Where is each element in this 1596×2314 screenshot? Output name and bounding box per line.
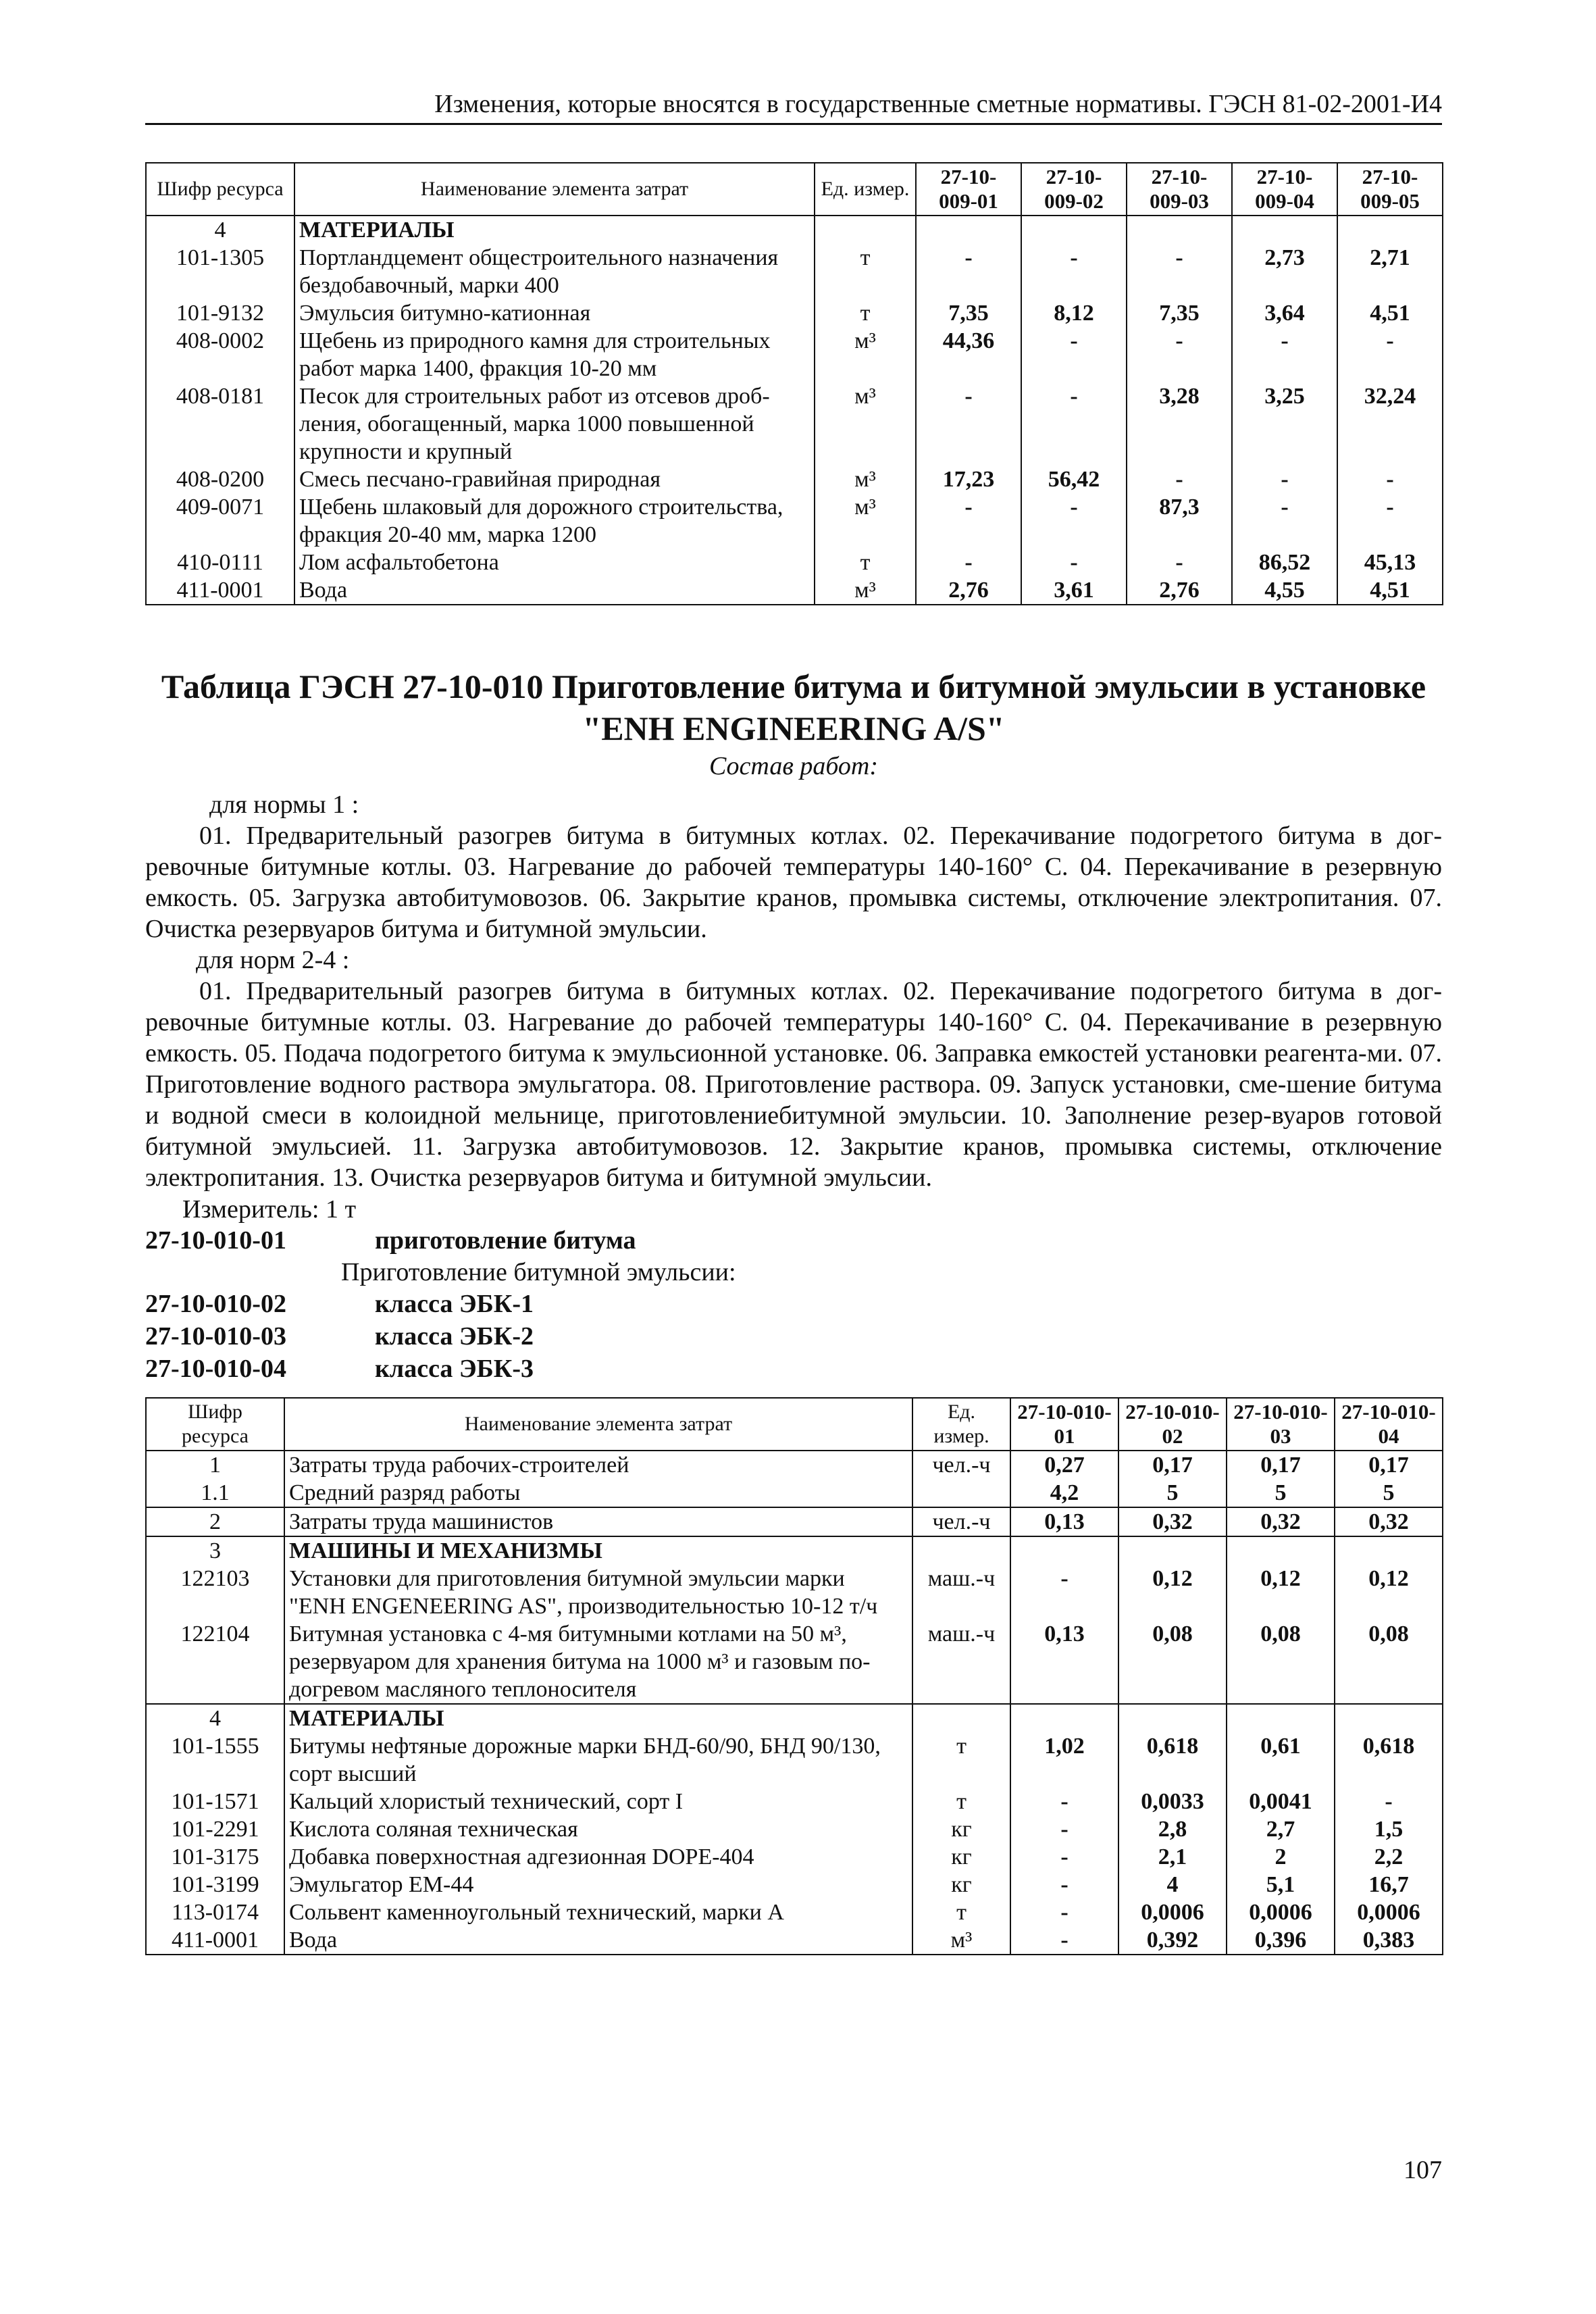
table-row: [146, 576, 1443, 605]
value-cell: -: [916, 382, 1021, 466]
value-cell: -: [1337, 327, 1443, 382]
element-name-cell: Песок для строительных работ из отсевов дроб-ления, обогащенный, марка 1000 повышенной крупности и крупный: [294, 382, 815, 466]
unit-cell: м³: [815, 382, 916, 466]
resource-code-cell: 101-9132: [146, 299, 294, 327]
resource-code-cell: 4: [146, 216, 294, 244]
norm-code: 27-10-010-04: [145, 1355, 286, 1383]
value-cell: 2,76: [1127, 576, 1232, 605]
value-cell: 0,618: [1335, 1732, 1443, 1788]
value-cell: 0,0006: [1335, 1898, 1443, 1926]
value-cell: -: [1127, 466, 1232, 493]
value-cell: 0,08: [1335, 1620, 1443, 1704]
header-norm-code: 27-10-009-02: [1021, 163, 1127, 216]
value-cell: -: [1021, 382, 1127, 466]
value-cell: 16,7: [1335, 1871, 1443, 1898]
value-cell: -: [1021, 244, 1127, 299]
element-name-cell: Портландцемент общестроительного назначения бездобавочный, марки 400: [294, 244, 815, 299]
value-cell: -: [1232, 327, 1337, 382]
value-cell: 2: [1227, 1843, 1335, 1871]
resource-code-cell: 1.1: [146, 1479, 284, 1507]
value-cell: [1118, 1536, 1227, 1565]
value-cell: 3,64: [1232, 299, 1337, 327]
element-name-cell: МАТЕРИАЛЫ: [294, 216, 815, 244]
value-cell: 4,2: [1010, 1479, 1118, 1507]
value-cell: 0,618: [1118, 1732, 1227, 1788]
page-number: 107: [1404, 2156, 1442, 2184]
unit-cell: м³: [815, 327, 916, 382]
value-cell: [1335, 1704, 1443, 1732]
resource-code-cell: 113-0174: [146, 1898, 284, 1926]
unit-cell: т: [815, 299, 916, 327]
unit-cell: [815, 216, 916, 244]
value-cell: -: [1021, 549, 1127, 576]
value-cell: -: [1232, 493, 1337, 549]
table-row: [146, 299, 1443, 327]
unit-cell: [912, 1704, 1010, 1732]
value-cell: 2,7: [1227, 1815, 1335, 1843]
value-cell: [1227, 1536, 1335, 1565]
element-name-cell: Щебень шлаковый для дорожного строительства, фракция 20-40 мм, марка 1200: [294, 493, 815, 549]
value-cell: [1010, 1536, 1118, 1565]
value-cell: 7,35: [1127, 299, 1232, 327]
element-name-cell: Вода: [284, 1926, 912, 1955]
header-norm-code: 27-10-009-05: [1337, 163, 1443, 216]
value-cell: 2,71: [1337, 244, 1443, 299]
norm-code: 27-10-010-02: [145, 1290, 286, 1318]
measure-unit: Измеритель: 1 т: [182, 1195, 357, 1224]
value-cell: 45,13: [1337, 549, 1443, 576]
value-cell: 0,12: [1227, 1565, 1335, 1620]
value-cell: 5: [1227, 1479, 1335, 1507]
resource-code-cell: 408-0002: [146, 327, 294, 382]
unit-cell: маш.-ч: [912, 1565, 1010, 1620]
value-cell: 44,36: [916, 327, 1021, 382]
table-row: [146, 466, 1443, 493]
unit-cell: кг: [912, 1871, 1010, 1898]
value-cell: -: [1010, 1898, 1118, 1926]
value-cell: 3,61: [1021, 576, 1127, 605]
value-cell: -: [916, 549, 1021, 576]
element-name-cell: Битумы нефтяные дорожные марки БНД-60/90, БНД 90/130, сорт высший: [284, 1732, 912, 1788]
value-cell: 0,17: [1335, 1451, 1443, 1479]
norm-label: приготовление битума: [375, 1226, 636, 1255]
value-cell: -: [1337, 493, 1443, 549]
unit-cell: маш.-ч: [912, 1620, 1010, 1704]
value-cell: 2,76: [916, 576, 1021, 605]
header-unit: Ед. измер.: [815, 163, 916, 216]
table-row: [146, 1479, 1443, 1507]
value-cell: [1335, 1536, 1443, 1565]
header-resource-code: Шифр ресурса: [146, 1398, 284, 1451]
unit-cell: т: [912, 1788, 1010, 1815]
table-row: [146, 1871, 1443, 1898]
value-cell: 2,73: [1232, 244, 1337, 299]
table-row: [146, 493, 1443, 549]
norm-code: 27-10-010-03: [145, 1322, 286, 1351]
resource-table-009: [145, 162, 1443, 605]
header-element-name: Наименование элемента затрат: [294, 163, 815, 216]
table-title: [145, 665, 1442, 749]
resource-code-cell: 101-1305: [146, 244, 294, 299]
value-cell: -: [1021, 327, 1127, 382]
value-cell: 2,8: [1118, 1815, 1227, 1843]
value-cell: 4: [1118, 1871, 1227, 1898]
table-row: [146, 327, 1443, 382]
value-cell: 1,02: [1010, 1732, 1118, 1788]
table-row: [146, 1815, 1443, 1843]
element-name-cell: Битумная установка с 4-мя битумными котлами на 50 м³, резервуаром для хранения битума на 1000 м³ и газовым по-догревом масляного теплоносителя: [284, 1620, 912, 1704]
resource-code-cell: 411-0001: [146, 1926, 284, 1955]
unit-cell: м³: [912, 1926, 1010, 1955]
element-name-cell: Кальций хлористый технический, сорт I: [284, 1788, 912, 1815]
value-cell: 0,61: [1227, 1732, 1335, 1788]
resource-code-cell: 3: [146, 1536, 284, 1565]
resource-code-cell: 2: [146, 1507, 284, 1536]
value-cell: 1,5: [1335, 1815, 1443, 1843]
norm-label: класса ЭБК-3: [375, 1355, 534, 1383]
table-row: [146, 1843, 1443, 1871]
value-cell: 4,55: [1232, 576, 1337, 605]
value-cell: [1010, 1704, 1118, 1732]
value-cell: -: [1010, 1843, 1118, 1871]
element-name-cell: Установки для приготовления битумной эмульсии марки "ENH ENGENEERING AS", производительностью 10-12 т/ч: [284, 1565, 912, 1620]
norm1-label: для нормы 1 :: [209, 790, 359, 819]
value-cell: 5,1: [1227, 1871, 1335, 1898]
header-norm-code: 27-10-009-04: [1232, 163, 1337, 216]
value-cell: 0,32: [1118, 1507, 1227, 1536]
value-cell: 5: [1118, 1479, 1227, 1507]
unit-cell: м³: [815, 493, 916, 549]
value-cell: 0,27: [1010, 1451, 1118, 1479]
header-norm-code: 27-10-010-01: [1010, 1398, 1118, 1451]
value-cell: 0,32: [1227, 1507, 1335, 1536]
header-norm-code: 27-10-010-02: [1118, 1398, 1227, 1451]
value-cell: 4,51: [1337, 299, 1443, 327]
value-cell: 0,32: [1335, 1507, 1443, 1536]
resource-code-cell: 101-3199: [146, 1871, 284, 1898]
value-cell: 0,0041: [1227, 1788, 1335, 1815]
norm2-text: 01. Предварительный разогрев битума в битумных котлах. 02. Перекачивание подогретого битума в дог-ревочные битумные котлы. 03. Нагревание до рабочей температуры 140-160° С. 04. Перекачивание в резервную емкость. 05. Подача подогретого битума к эмульсионной установке. 06. Заправка емкостей установки реагента-ми. 07. Приготовление водного раствора эмульгатора. 08. Приготовление раствора. 09. Запуск установки, сме-шение битума и водной смеси в колоидной мельнице, приготовлениебитумной эмульсии. 10. Заполнение резер-вуаров готовой битумной эмульсией. 11. Загрузка автобитумовозов. 12. Закрытие кранов, промывка системы, отключение электропитания. 13. Очистка резервуаров битума и битумной эмульсии.: [145, 977, 1442, 1192]
norm1-text: 01. Предварительный разогрев битума в битумных котлах. 02. Перекачивание подогретого битума в дог-ревочные битумные котлы. 03. Нагревание до рабочей температуры 140-160° С. 04. Перекачивание в резервную емкость. 05. Загрузка автобитумовозов. 06. Закрытие кранов, промывка системы, отключение электропитания. 07. Очистка резервуаров битума и битумной эмульсии.: [145, 822, 1442, 943]
unit-cell: чел.-ч: [912, 1507, 1010, 1536]
value-cell: [1337, 216, 1443, 244]
resource-code-cell: 408-0200: [146, 466, 294, 493]
value-cell: 0,13: [1010, 1507, 1118, 1536]
value-cell: -: [1010, 1565, 1118, 1620]
table-row: [146, 216, 1443, 244]
value-cell: -: [916, 244, 1021, 299]
element-name-cell: Сольвент каменноугольный технический, марки А: [284, 1898, 912, 1926]
resource-code-cell: 1: [146, 1451, 284, 1479]
element-name-cell: Кислота соляная техническая: [284, 1815, 912, 1843]
page-header: Изменения, которые вносятся в государственные сметные нормативы. ГЭСН 81-02-2001-И4: [145, 89, 1442, 125]
norm2-label: для норм 2-4 :: [196, 946, 350, 974]
value-cell: -: [1127, 327, 1232, 382]
table-row: [146, 1451, 1443, 1479]
value-cell: [1227, 1704, 1335, 1732]
table-row: [146, 1565, 1443, 1620]
unit-cell: [912, 1536, 1010, 1565]
value-cell: -: [1010, 1788, 1118, 1815]
element-name-cell: Смесь песчано-гравийная природная: [294, 466, 815, 493]
value-cell: 0,383: [1335, 1926, 1443, 1955]
value-cell: 32,24: [1337, 382, 1443, 466]
element-name-cell: Щебень из природного камня для строительных работ марка 1400, фракция 10-20 мм: [294, 327, 815, 382]
unit-cell: т: [912, 1898, 1010, 1926]
resource-code-cell: 409-0071: [146, 493, 294, 549]
resource-code-cell: 101-2291: [146, 1815, 284, 1843]
resource-code-cell: 101-1555: [146, 1732, 284, 1788]
value-cell: -: [1127, 549, 1232, 576]
table-row: [146, 1898, 1443, 1926]
value-cell: 8,12: [1021, 299, 1127, 327]
value-cell: [1021, 216, 1127, 244]
value-cell: 0,08: [1118, 1620, 1227, 1704]
work-composition-heading: Состав работ:: [709, 752, 879, 780]
table-row: [146, 244, 1443, 299]
resource-code-cell: 411-0001: [146, 576, 294, 605]
resource-code-cell: 4: [146, 1704, 284, 1732]
table-row: [146, 549, 1443, 576]
table-row: [146, 1536, 1443, 1565]
element-name-cell: Эмульсия битумно-катионная: [294, 299, 815, 327]
value-cell: [916, 216, 1021, 244]
value-cell: 2,1: [1118, 1843, 1227, 1871]
header-norm-code: 27-10-009-03: [1127, 163, 1232, 216]
unit-cell: т: [912, 1732, 1010, 1788]
value-cell: 0,12: [1118, 1565, 1227, 1620]
table-row: [146, 1732, 1443, 1788]
resource-code-cell: 410-0111: [146, 549, 294, 576]
value-cell: -: [1010, 1926, 1118, 1955]
value-cell: 0,0006: [1118, 1898, 1227, 1926]
header-unit: Ед. измер.: [912, 1398, 1010, 1451]
element-name-cell: Добавка поверхностная адгезионная DOPE-404: [284, 1843, 912, 1871]
emulsion-heading: Приготовление битумной эмульсии:: [341, 1258, 736, 1286]
value-cell: 17,23: [916, 466, 1021, 493]
element-name-cell: Эмульгатор ЕМ-44: [284, 1871, 912, 1898]
value-cell: 56,42: [1021, 466, 1127, 493]
element-name-cell: Затраты труда рабочих-строителей: [284, 1451, 912, 1479]
unit-cell: кг: [912, 1815, 1010, 1843]
element-name-cell: МАТЕРИАЛЫ: [284, 1704, 912, 1732]
value-cell: -: [1010, 1815, 1118, 1843]
table-row: [146, 1704, 1443, 1732]
element-name-cell: Средний разряд работы: [284, 1479, 912, 1507]
value-cell: 5: [1335, 1479, 1443, 1507]
value-cell: 4,51: [1337, 576, 1443, 605]
resource-code-cell: 122104: [146, 1620, 284, 1704]
value-cell: 0,396: [1227, 1926, 1335, 1955]
value-cell: [1232, 216, 1337, 244]
element-name-cell: МАШИНЫ И МЕХАНИЗМЫ: [284, 1536, 912, 1565]
element-name-cell: Лом асфальтобетона: [294, 549, 815, 576]
norm-label: класса ЭБК-1: [375, 1290, 534, 1318]
resource-table-010: [145, 1397, 1443, 1955]
value-cell: -: [1232, 466, 1337, 493]
header-resource-code: Шифр ресурса: [146, 163, 294, 216]
unit-cell: м³: [815, 576, 916, 605]
value-cell: 0,13: [1010, 1620, 1118, 1704]
header-element-name: Наименование элемента затрат: [284, 1398, 912, 1451]
value-cell: [1118, 1704, 1227, 1732]
value-cell: 0,392: [1118, 1926, 1227, 1955]
unit-cell: кг: [912, 1843, 1010, 1871]
value-cell: 0,17: [1227, 1451, 1335, 1479]
value-cell: 3,25: [1232, 382, 1337, 466]
value-cell: 0,12: [1335, 1565, 1443, 1620]
value-cell: -: [916, 493, 1021, 549]
title-line-2: "ENH ENGINEERING A/S": [582, 709, 1005, 747]
value-cell: 0,08: [1227, 1620, 1335, 1704]
value-cell: -: [1010, 1871, 1118, 1898]
value-cell: -: [1335, 1788, 1443, 1815]
norm-label: класса ЭБК-2: [375, 1322, 534, 1351]
table-row: [146, 1926, 1443, 1955]
resource-code-cell: 408-0181: [146, 382, 294, 466]
header-norm-code: 27-10-010-04: [1335, 1398, 1443, 1451]
unit-cell: т: [815, 549, 916, 576]
unit-cell: [912, 1479, 1010, 1507]
value-cell: 0,0033: [1118, 1788, 1227, 1815]
resource-code-cell: 101-3175: [146, 1843, 284, 1871]
value-cell: 7,35: [916, 299, 1021, 327]
value-cell: -: [1337, 466, 1443, 493]
value-cell: 0,17: [1118, 1451, 1227, 1479]
unit-cell: м³: [815, 466, 916, 493]
value-cell: -: [1127, 244, 1232, 299]
table-row: [146, 1620, 1443, 1704]
header-norm-code: 27-10-010-03: [1227, 1398, 1335, 1451]
unit-cell: чел.-ч: [912, 1451, 1010, 1479]
title-line-1: Таблица ГЭСН 27-10-010 Приготовление битума и битумной эмульсии в установке: [161, 668, 1426, 705]
element-name-cell: Затраты труда машинистов: [284, 1507, 912, 1536]
table-row: [146, 382, 1443, 466]
resource-code-cell: 101-1571: [146, 1788, 284, 1815]
table-row: [146, 1788, 1443, 1815]
value-cell: 87,3: [1127, 493, 1232, 549]
unit-cell: т: [815, 244, 916, 299]
resource-code-cell: 122103: [146, 1565, 284, 1620]
value-cell: -: [1021, 493, 1127, 549]
value-cell: 0,0006: [1227, 1898, 1335, 1926]
element-name-cell: Вода: [294, 576, 815, 605]
norm-code: 27-10-010-01: [145, 1226, 286, 1255]
value-cell: [1127, 216, 1232, 244]
value-cell: 2,2: [1335, 1843, 1443, 1871]
value-cell: 3,28: [1127, 382, 1232, 466]
value-cell: 86,52: [1232, 549, 1337, 576]
header-norm-code: 27-10-009-01: [916, 163, 1021, 216]
table-row: [146, 1507, 1443, 1536]
